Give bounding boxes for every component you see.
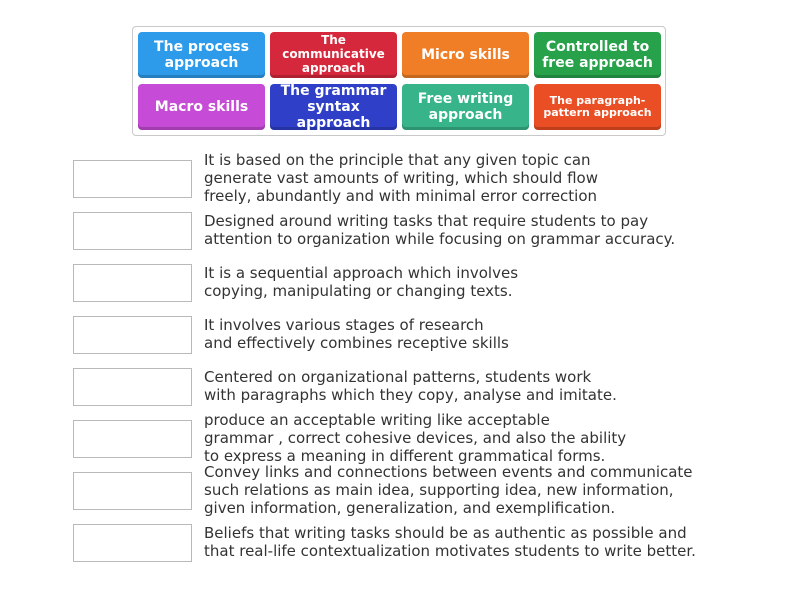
row-description: produce an acceptable writing like acceptable grammar , correct cohesive devices, and also the ability to express a meaning in different grammatical forms. bbox=[204, 411, 627, 465]
tile-label: Free writing approach bbox=[417, 90, 514, 123]
tile-label: The process approach bbox=[154, 38, 249, 71]
drop-zone[interactable] bbox=[73, 160, 192, 198]
tile-grammar-syntax-approach[interactable] bbox=[270, 84, 397, 130]
match-row bbox=[73, 264, 713, 304]
row-description: Designed around writing tasks that require students to pay attention to organization while focusing on grammar accuracy. bbox=[204, 212, 676, 248]
row-description: It is a sequential approach which involves copying, manipulating or changing texts. bbox=[204, 264, 519, 300]
tile-label: The communicative approach bbox=[282, 33, 385, 75]
drop-zone[interactable] bbox=[73, 368, 192, 406]
drop-zone[interactable] bbox=[73, 316, 192, 354]
row-description: Convey links and connections between events and communicate such relations as main idea, supporting idea, new information, given information, generalization, and exemplification. bbox=[204, 463, 693, 517]
match-row bbox=[73, 524, 713, 564]
tile-communicative-approach[interactable] bbox=[270, 32, 397, 78]
drop-zone[interactable] bbox=[73, 420, 192, 458]
row-description: It is based on the principle that any given topic can generate vast amounts of writing, which should flow freely, abundantly and with minimal error correction bbox=[204, 151, 598, 205]
drop-zone[interactable] bbox=[73, 524, 192, 562]
tile-macro-skills[interactable] bbox=[138, 84, 265, 130]
tile-label: Macro skills bbox=[154, 98, 249, 115]
tile-label: The grammar syntax approach bbox=[280, 82, 387, 132]
tile-label: The paragraph-pattern approach bbox=[543, 94, 652, 119]
tile-paragraph-pattern-approach[interactable] bbox=[534, 84, 661, 130]
tile-label: Micro skills bbox=[421, 46, 510, 63]
answer-tiles-panel bbox=[132, 26, 666, 136]
match-row bbox=[73, 316, 713, 356]
tile-micro-skills[interactable] bbox=[402, 32, 529, 78]
row-description: Centered on organizational patterns, students work with paragraphs which they copy, analyse and imitate. bbox=[204, 368, 617, 404]
match-row bbox=[73, 411, 713, 465]
row-description: It involves various stages of research and effectively combines receptive skills bbox=[204, 316, 509, 352]
match-row bbox=[73, 212, 713, 252]
match-row bbox=[73, 368, 713, 408]
drop-zone[interactable] bbox=[73, 264, 192, 302]
drop-zone[interactable] bbox=[73, 212, 192, 250]
tile-label: Controlled to free approach bbox=[542, 38, 653, 71]
tile-process-approach[interactable] bbox=[138, 32, 265, 78]
tile-controlled-to-free-approach[interactable] bbox=[534, 32, 661, 78]
drop-zone[interactable] bbox=[73, 472, 192, 510]
tile-free-writing-approach[interactable] bbox=[402, 84, 529, 130]
row-description: Beliefs that writing tasks should be as authentic as possible and that real-life contextualization motivates students to write better. bbox=[204, 524, 696, 560]
match-row bbox=[73, 151, 713, 205]
match-row bbox=[73, 463, 713, 517]
